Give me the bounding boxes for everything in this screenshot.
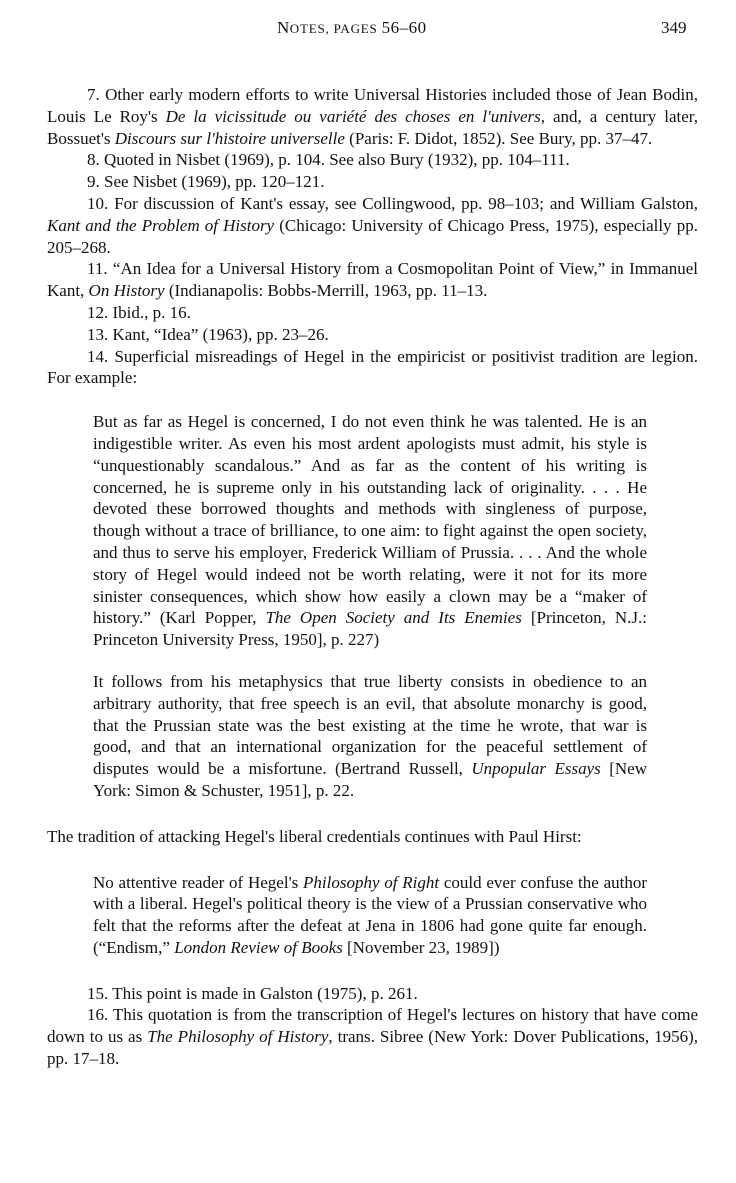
running-head-pages: 56–60 [381, 18, 427, 37]
russell-book-title: Unpopular Essays [471, 759, 601, 779]
block-quote-popper [93, 411, 647, 651]
hirst-citation: [November 23, 1989]) [342, 937, 500, 957]
popper-book-title: The Open Society and Its Enemies [265, 608, 522, 628]
note-13: 13. Kant, “Idea” (1963), pp. 23–26. [87, 324, 329, 344]
page-number: 349 [661, 18, 687, 37]
spacer [47, 389, 698, 411]
note-16-title: The Philosophy of History [147, 1027, 329, 1047]
note-11 [47, 258, 698, 302]
note-16-text-b: , trans. Sibree (New York: Dover Publications, 1956), pp. 17–18. [47, 1027, 699, 1069]
popper-quote-text: But as far as Hegel is concerned, I do not even think he was talented. He is an indigestible writer. As even his most ardent apologists must admit, his style is “unquestionably scandalous.” And as far as the content of his writing is concerned, he is supreme only in his outstanding lack of originality. . . . He devoted these borrowed thoughts and methods with singleness of purpose, though without a trace of brilliance, to one aim: to fight against the open society, and thus to serve his employer, Frederick William of Prussia. . . . And the whole story of Hegel would indeed not be worth relating, were it not for its more sinister consequences, which show how easily a clown may be a “maker of history.” (Karl Popper, [93, 412, 647, 628]
block-quote-russell [93, 671, 647, 802]
block-quote-hirst [93, 872, 647, 959]
spacer [47, 802, 698, 826]
spacer [47, 959, 698, 983]
running-head [277, 17, 427, 40]
hirst-intro: The tradition of attacking Hegel's liberal credentials continues with Paul Hirst: [47, 826, 582, 846]
note-7-text-b: , and, a century later, Bossuet's [47, 106, 699, 148]
russell-citation: [New York: Simon & Schuster, 1951], p. 22. [93, 759, 647, 800]
hirst-journal-title: London Review of Books [174, 937, 343, 957]
note-9: 9. See Nisbet (1969), pp. 120–121. [87, 172, 325, 192]
note-12: 12. Ibid., p. 16. [87, 302, 191, 322]
note-10-text-b: (Chicago: University of Chicago Press, 1975), especially pp. 205–268. [47, 215, 699, 257]
note-10 [47, 193, 698, 258]
note-14: 14. Superficial misreadings of Hegel in the empiricist or positivist tradition are legion. For example: [47, 346, 698, 388]
popper-citation: [Princeton, N.J.: Princeton University Press, 1950], p. 227) [93, 608, 647, 650]
hirst-quote-text-a: No attentive reader of Hegel's [93, 872, 304, 892]
note-11-text-a: 11. “An Idea for a Universal History from a Cosmopolitan Point of View,” in Immanuel Kant, [47, 259, 698, 301]
note-7-text-a: 7. Other early modern efforts to write Universal Histories included those of Jean Bodin, Louis Le Roy's [47, 85, 698, 126]
note-11-text-b: (Indianapolis: Bobbs-Merrill, 1963, pp. 11–13. [164, 281, 488, 301]
note-15: 15. This point is made in Galston (1975), p. 261. [87, 983, 418, 1003]
note-16-text-a: 16. This quotation is from the transcription of Hegel's lectures on history that have come down to us as [47, 1005, 698, 1047]
hirst-quote-text-b: could ever confuse the author with a liberal. Hegel's political theory is the view of a Prussian conservative who felt that the reforms after the defeat at Jena in 1806 had gone quite far enough. (“Endism,” [93, 872, 647, 957]
running-head-smallcaps: OTES, PAGES [289, 21, 382, 36]
spacer [47, 651, 698, 671]
note-7 [47, 84, 698, 149]
russell-quote-text: It follows from his metaphysics that true liberty consists in obedience to an arbitrary authority, that free speech is an evil, that absolute monarchy is good, that the Prussian state was the best existing at the time he wrote, that war is good, and that an international organization for the peaceful settlement of disputes would be a misfortune. (Bertrand Russell, [93, 671, 647, 779]
notes-body [47, 84, 698, 1070]
note-16 [47, 1004, 698, 1069]
note-11-title: On History [88, 281, 165, 301]
note-7-text-c: (Paris: F. Didot, 1852). See Bury, pp. 37–47. [344, 128, 653, 148]
page-header [0, 17, 736, 41]
note-8: 8. Quoted in Nisbet (1969), p. 104. See also Bury (1932), pp. 104–111. [87, 150, 570, 170]
note-7-title-leroy: De la vicissitude ou variété des choses en l'univers [165, 106, 541, 126]
running-head-initial: N [277, 18, 290, 37]
spacer [47, 848, 698, 872]
note-10-text-a: 10. For discussion of Kant's essay, see Collingwood, pp. 98–103; and William Galston, [87, 193, 698, 213]
note-7-title-bossuet: Discours sur l'histoire universelle [114, 128, 345, 148]
hirst-book-title: Philosophy of Right [303, 872, 440, 892]
note-10-title: Kant and the Problem of History [47, 215, 275, 235]
